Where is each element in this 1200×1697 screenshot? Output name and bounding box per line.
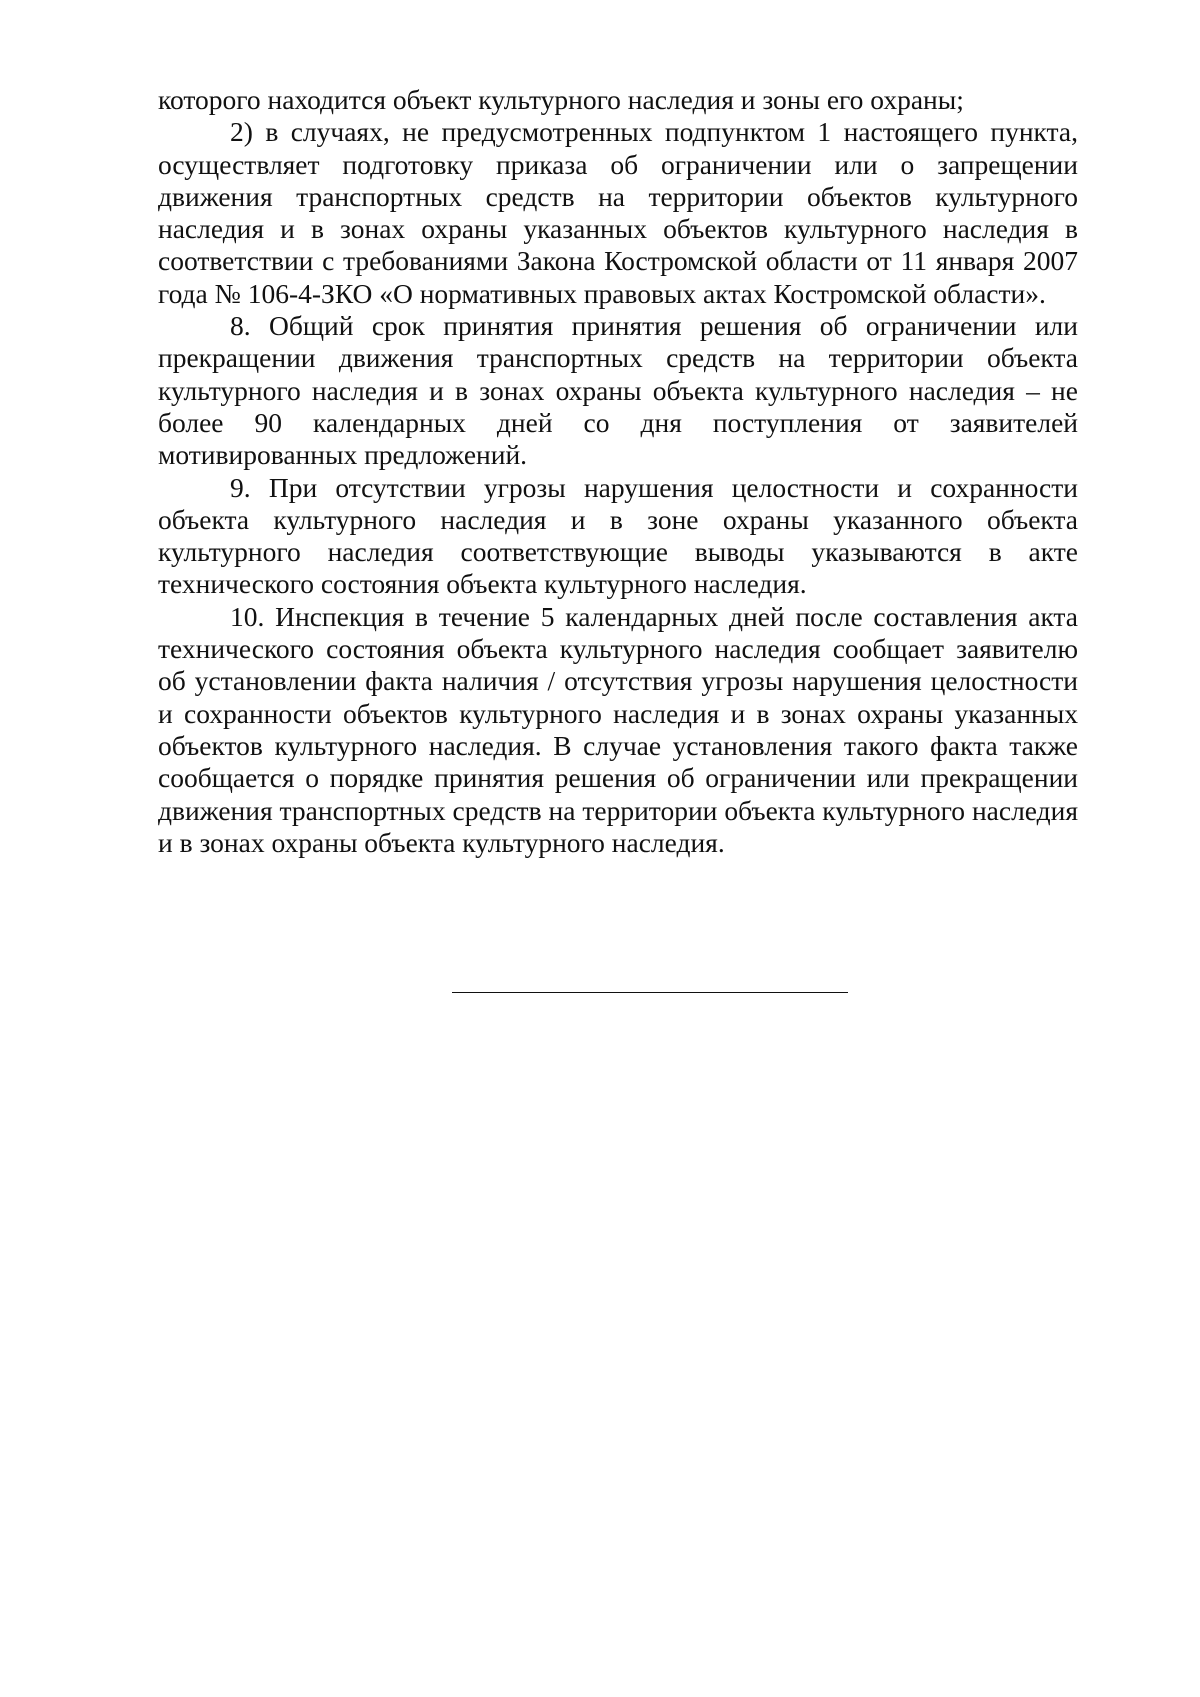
paragraph-item-9: 9. При отсутствии угрозы нарушения целостности и сохранности объекта культурного наследия и в зоне охраны указанного объекта культурного наследия соответствующие выводы указываются в акте технического состояния объекта культурного наследия. (158, 471, 1078, 600)
paragraph-continuation: которого находится объект культурного наследия и зоны его охраны; (158, 84, 964, 115)
paragraph-item-8: 8. Общий срок принятия принятия решения об ограничении или прекращении движения транспортных средств на территории объекта культурного наследия и в зонах охраны объекта культурного наследия – не более 90 календарных дней со дня поступления от заявителей мотивированных предложений. (158, 310, 1078, 471)
end-separator-line (452, 992, 848, 993)
paragraph-subitem-2: 2) в случаях, не предусмотренных подпунктом 1 настоящего пункта, осуществляет подготовку приказа об ограничении или о запрещении движения транспортных средств на территории объектов культурного наследия и в зонах охраны указанных объектов культурного наследия в соответствии с требованиями Закона Костромской области от 11 января 2007 года № 106-4-ЗКО «О нормативных правовых актах Костромской области». (158, 116, 1078, 309)
document-body (158, 84, 1078, 859)
paragraph-item-10: 10. Инспекция в течение 5 календарных дней после составления акта технического состояния объекта культурного наследия сообщает заявителю об установлении факта наличия / отсутствия угрозы нарушения целостности и сохранности объектов культурного наследия и в зонах охраны указанных объектов культурного наследия. В случае установления такого факта также сообщается о порядке принятия решения об ограничении или прекращении движения транспортных средств на территории объекта культурного наследия и в зонах охраны объекта культурного наследия. (158, 600, 1078, 858)
